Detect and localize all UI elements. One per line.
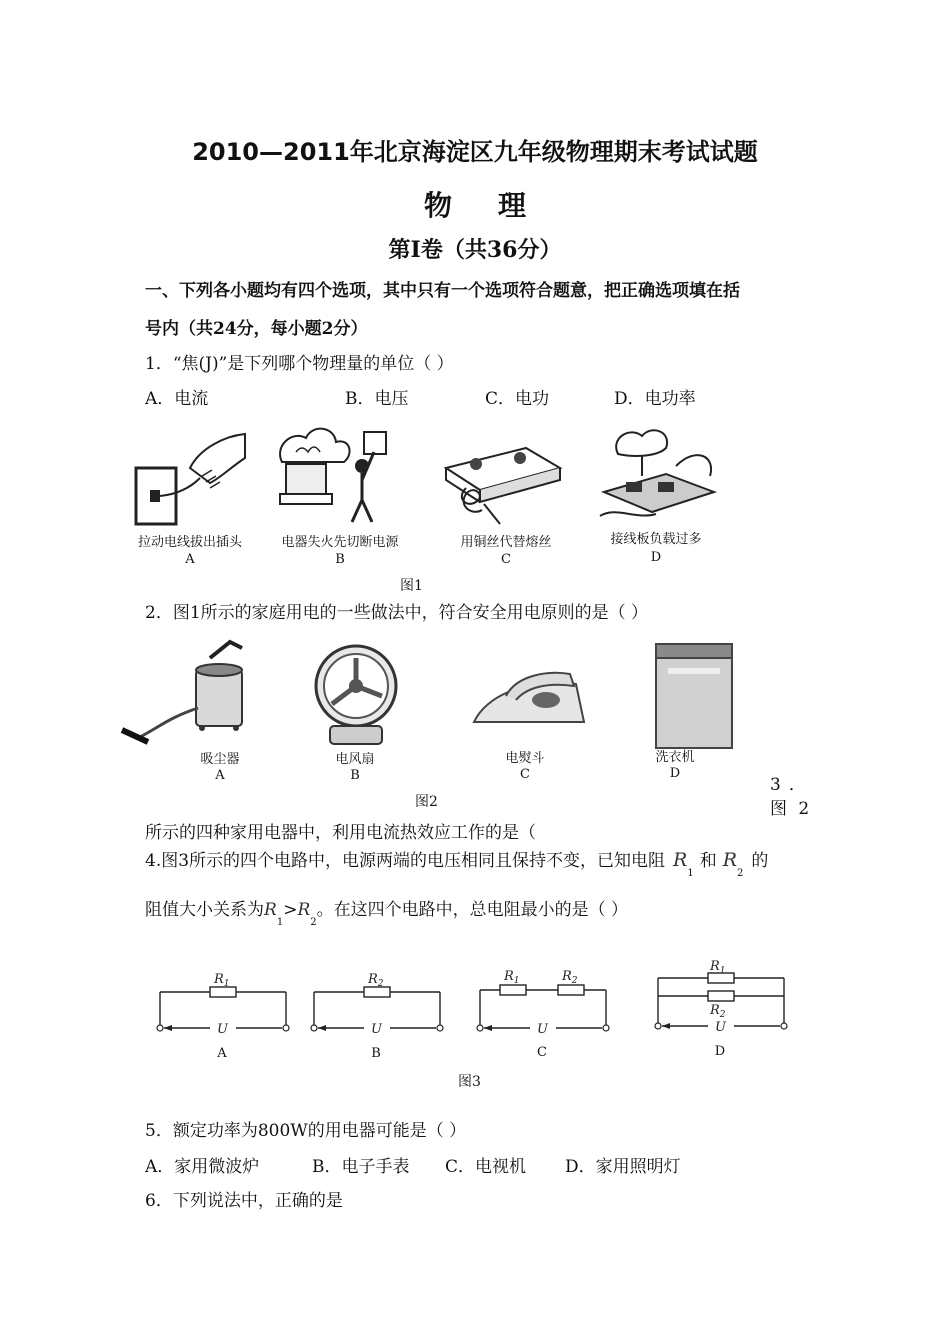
fig2-caption-a: 吸尘器: [200, 752, 240, 767]
fig2-letter-d: D: [669, 766, 681, 781]
fig3-letter-d: D: [714, 1044, 726, 1059]
fig1-caption-a: 拉动电线拔出插头: [137, 535, 242, 550]
q4-and: 和: [699, 851, 717, 871]
electric-iron-illustration: [466, 656, 590, 736]
question-3-stem: 所示的四种家用电器中，利用电流热效应工作的是（: [145, 823, 536, 843]
circuit-d-u-label: U: [715, 1020, 726, 1035]
q5-option-b: B．电子手表: [312, 1157, 410, 1177]
fig1-letter-a: A: [185, 552, 195, 567]
circuit-d-r1-label: $R_1$: [710, 959, 726, 976]
washing-machine-illustration: [650, 638, 740, 754]
circuit-c-u-label: U: [537, 1022, 548, 1037]
q4-r2: R: [722, 849, 738, 871]
vacuum-cleaner-illustration: [118, 638, 258, 750]
question-5-stem: 5．额定功率为800W的用电器可能是（ ）: [145, 1121, 467, 1141]
electric-fan-illustration: [310, 640, 402, 748]
q4-stem-a: 4.图3所示的四个电路中，电源两端的电压相同且保持不变，已知电阻: [145, 851, 666, 871]
question-4-line1: [145, 846, 769, 880]
q5-option-d: D．家用照明灯: [565, 1157, 681, 1177]
exam-title: 2010—2011年北京海淀区九年级物理期末考试试题: [192, 138, 758, 166]
circuit-d-r2-label: $R_2$: [710, 1003, 726, 1020]
q4-rel-gt: >: [283, 900, 298, 920]
overloaded-strip-illustration: [596, 426, 724, 528]
fig1-letter-d: D: [650, 550, 662, 565]
fig1-letter-c: C: [501, 552, 511, 567]
fig3-letter-c: C: [537, 1045, 547, 1060]
fig3-letter-b: B: [371, 1046, 381, 1061]
question-4-line2: [145, 895, 629, 929]
fire-switch-off-illustration: [272, 422, 397, 528]
fig2-label: 图2: [415, 794, 438, 810]
circuit-a-u-label: U: [217, 1022, 228, 1037]
q4-line2-a: 阻值大小关系为: [145, 900, 264, 920]
fig2-letter-c: C: [520, 767, 530, 782]
fig2-caption-d: 洗衣机: [655, 750, 695, 765]
circuit-b-r2-label: $R_2$: [368, 972, 384, 989]
q1-option-b: B．电压: [345, 389, 409, 409]
fig2-letter-a: A: [215, 768, 225, 783]
question-1-stem: 1．“焦(J)”是下列哪个物理量的单位（ ）: [145, 354, 454, 374]
fig1-label: 图1: [400, 578, 423, 594]
fig1-caption-b: 电器失火先切断电源: [281, 535, 399, 550]
q4-line2-b: 。在这四个电路中，总电阻最小的是（ ）: [316, 900, 629, 920]
question-3-number: 3．: [770, 775, 814, 795]
circuit-a-r1-label: $R_1$: [214, 972, 230, 989]
q4-rel-r1-sub: 1: [276, 917, 284, 929]
volume-title: 第Ⅰ卷（共36分）: [388, 237, 562, 263]
fig1-caption-d: 接线板负载过多: [610, 532, 702, 547]
q5-option-a: A．家用微波炉: [145, 1157, 260, 1177]
pull-cord-illustration: [130, 428, 250, 528]
q4-rel-r2-sub: 2: [310, 917, 317, 929]
circuit-c-r2-label: $R_2$: [562, 969, 578, 986]
question-3-fig-ref: 图 2: [770, 799, 810, 819]
fig1-letter-b: B: [335, 552, 345, 567]
q1-option-a: A．电流: [145, 389, 209, 409]
fig3-letter-a: A: [217, 1046, 227, 1061]
q5-option-c: C．电视机: [445, 1157, 527, 1177]
q4-r1: R: [673, 849, 688, 871]
q4-stem-b: 的: [751, 851, 769, 871]
fig3-label: 图3: [458, 1074, 481, 1090]
q4-rel-r2: R: [297, 900, 311, 920]
section-intro-line1: 一、下列各小题均有四个选项，其中只有一个选项符合题意，把正确选项填在括: [145, 281, 740, 301]
copper-wire-fuse-illustration: [436, 428, 564, 528]
circuit-b-u-label: U: [371, 1022, 382, 1037]
q4-r2-sub: 2: [737, 868, 744, 880]
q1-option-c: C．电功: [485, 389, 550, 409]
question-6-stem: 6．下列说法中，正确的是: [145, 1191, 343, 1211]
circuit-c-r1-label: $R_1$: [504, 969, 520, 986]
section-intro-line2: 号内（共24分，每小题2分）: [145, 319, 368, 339]
fig2-letter-b: B: [350, 768, 360, 783]
fig1-caption-c: 用铜丝代替熔丝: [460, 535, 552, 550]
fig2-caption-b: 电风扇: [335, 752, 375, 767]
q4-rel-r1: R: [264, 900, 277, 920]
q1-option-d: D．电功率: [614, 389, 696, 409]
q4-r1-sub: 1: [687, 868, 694, 880]
fig2-caption-c: 电熨斗: [505, 751, 545, 766]
subject-title: 物理: [423, 189, 572, 222]
question-2-stem: 2．图1所示的家庭用电的一些做法中，符合安全用电原则的是（ ）: [145, 603, 649, 623]
